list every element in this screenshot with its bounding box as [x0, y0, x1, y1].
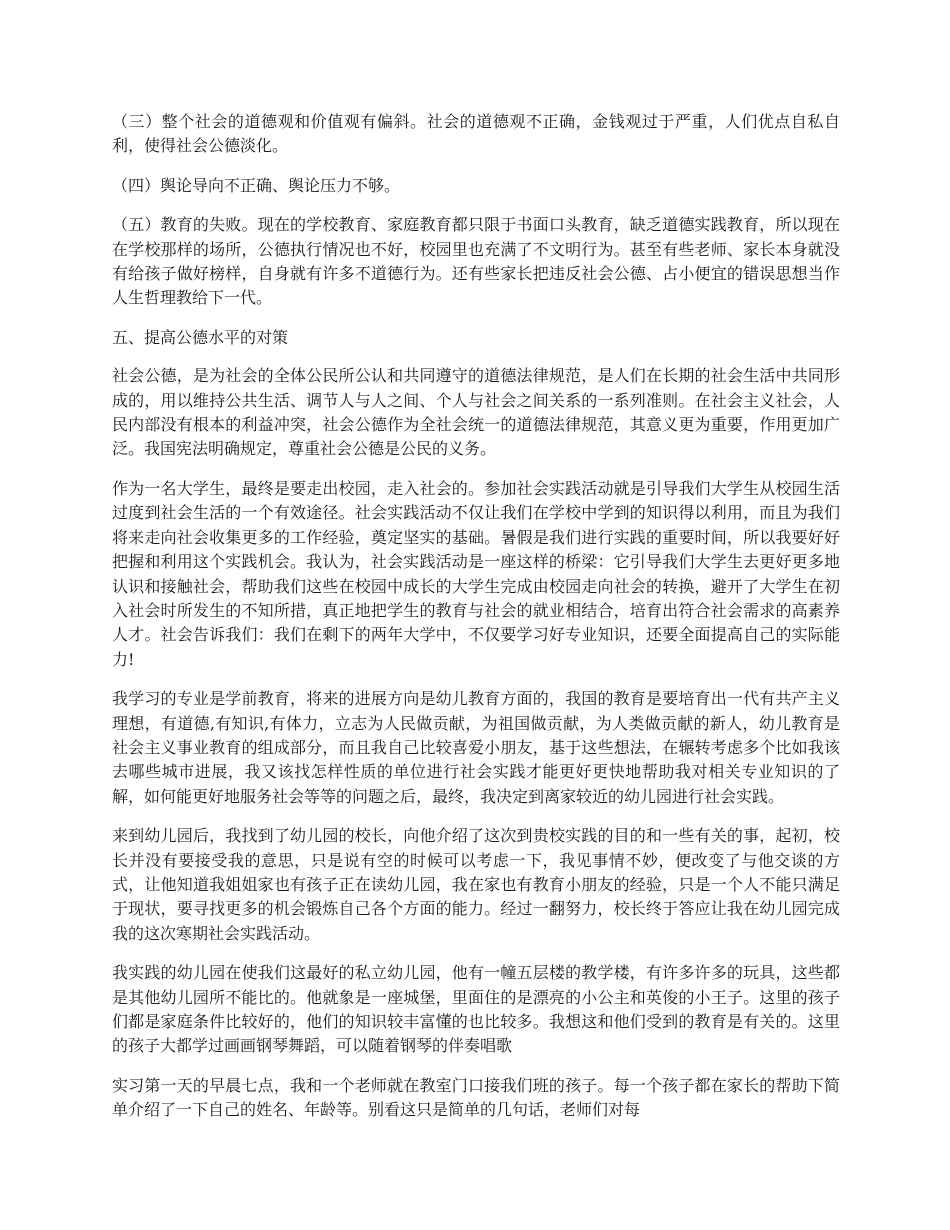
paragraph-kindergarten-description: 我实践的幼儿园在使我们这最好的私立幼儿园，他有一幢五层楼的教学楼，有许多许多的玩具，这些都是其他幼儿园所不能比的。他就象是一座城堡，里面住的是漂亮的小公主和英俊的小王子。这里的孩子们都是家庭条件比较好的，他们的知识较丰富懂的也比较多。我想这和他们受到的教育是有关的。这里的孩子大都学过画画钢琴舞蹈，可以随着钢琴的伴奏唱歌 [112, 963, 840, 1056]
paragraph-social-morality-definition: 社会公德，是为社会的全体公民所公认和共同遵守的道德法律规范，是人们在长期的社会生活中共同形成的，用以维持公共生活、调节人与人之间、个人与社会之间关系的一系列准则。在社会主义社会，人民内部没有根本的利益冲突，社会公德作为全社会统一的道德法律规范，其意义更为重要，作用更加广泛。我国宪法明确规定，尊重社会公德是公民的义务。 [112, 366, 840, 459]
document-page [112, 110, 840, 1138]
paragraph-preschool-major: 我学习的专业是学前教育，将来的进展方向是幼儿教育方面的，我国的教育是要培育出一代有共产主义理想，有道德,有知识,有体力，立志为人民做贡献，为祖国做贡献，为人类做贡献的新人，幼儿教育是社会主义事业教育的组成部分，而且我自己比较喜爱小朋友，基于这些想法，在辗转考虑多个比如我该去哪些城市进展，我又该找怎样性质的单位进行社会实践才能更好更快地帮助我对相关专业知识的了解，如何能更好地服务社会等等的问题之后，最终，我决定到离家较近的幼儿园进行社会实践。 [112, 689, 840, 806]
paragraph-first-day: 实习第一天的早晨七点，我和一个老师就在教室门口接我们班的孩子。每一个孩子都在家长的帮助下简单介绍了一下自己的姓名、年龄等。别看这只是简单的几句话，老师们对每 [112, 1075, 840, 1120]
paragraph-education-failure: （五）教育的失败。现在的学校教育、家庭教育都只限于书面口头教育，缺乏道德实践教育，所以现在在学校那样的场所，公德执行情况也不好，校园里也充满了不文明行为。甚至有些老师、家长本身就没有给孩子做好榜样，自身就有许多不道德行为。还有些家长把违反社会公德、占小便宜的错误思想当作人生哲理教给下一代。 [112, 215, 840, 308]
paragraph-meeting-principal: 来到幼儿园后，我找到了幼儿园的校长，向他介绍了这次到贵校实践的目的和一些有关的事，起初，校长并没有要接受我的意思，只是说有空的时候可以考虑一下，我见事情不妙，便改变了与他交谈的方式，让他知道我姐姐家也有孩子正在读幼儿园，我在家也有教育小朋友的经验，只是一个人不能只满足于现状，要寻找更多的机会锻炼自己各个方面的能力。经过一翻努力，校长终于答应让我在幼儿园完成我的这次寒期社会实践活动。 [112, 826, 840, 943]
paragraph-college-student-practice: 作为一名大学生，最终是要走出校园，走入社会的。参加社会实践活动就是引导我们大学生从校园生活过度到社会生活的一个有效途径。社会实践活动不仅让我们在学校中学到的知识得以利用，而且为我们将来走向社会收集更多的工作经验，奠定坚实的基础。暑假是我们进行实践的重要时间，所以我要好好把握和利用这个实践机会。我认为，社会实践活动是一座这样的桥梁：它引导我们大学生去更好更多地认识和接触社会，帮助我们这些在校园中成长的大学生完成由校园走向社会的转换，避开了大学生在初入社会时所发生的不知所措，真正地把学生的教育与社会的就业相结合，培育出符合社会需求的高素养人才。社会告诉我们：我们在剩下的两年大学中，不仅要学习好专业知识，还要全面提高自己的实际能力! [112, 478, 840, 669]
section-heading-countermeasures: 五、提高公德水平的对策 [112, 327, 289, 347]
paragraph-public-opinion: （四）舆论导向不正确、舆论压力不够。 [112, 175, 401, 195]
paragraph-moral-values: （三）整个社会的道德观和价值观有偏斜。社会的道德观不正确，金钱观过于严重，人们优点自私自利，使得社会公德淡化。 [112, 112, 840, 156]
